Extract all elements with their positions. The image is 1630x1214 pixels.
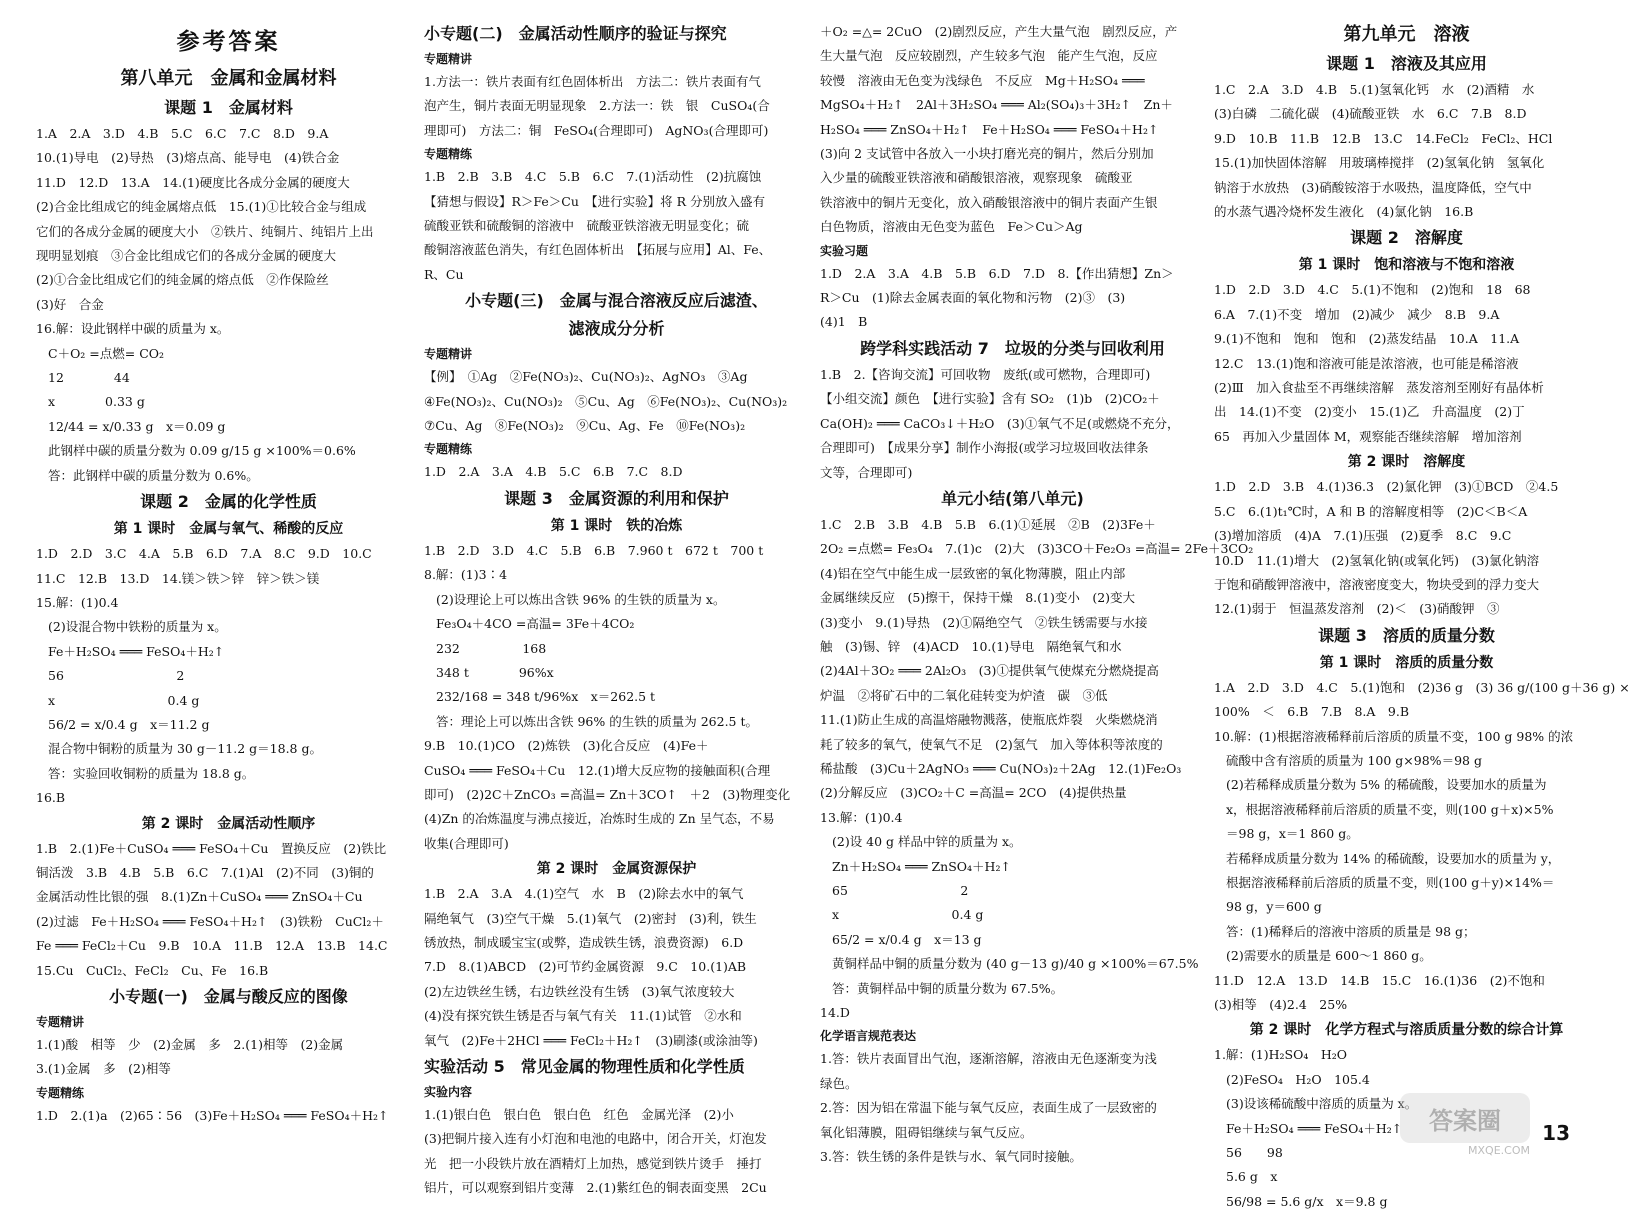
solution-line: (2)设混合物中铁粉的质量为 x。	[48, 619, 227, 635]
answer-line: 【猜想与假设】R＞Fe＞Cu 【进行实验】将 R 分别放入盛有	[424, 193, 766, 209]
answer-line: ④Fe(NO₃)₂、Cu(NO₃)₂ ⑤Cu、Ag ⑥Fe(NO₃)₂、Cu(NO₃)₂	[424, 393, 788, 409]
page-number: 13	[1542, 1121, 1570, 1145]
solution-line: (2)若稀释成质量分数为 5% 的稀硫酸，设要加水的质量为	[1226, 777, 1547, 793]
lesson-heading: 第 2 课时 溶解度	[1347, 454, 1466, 471]
answer-line: 100% ＜ 6.B 7.B 8.A 9.B	[1214, 704, 1410, 720]
solution-line: 答：理论上可以炼出含铁 96% 的生铁的质量为 262.5 t。	[436, 713, 758, 729]
answer-line: 1.D 2.D 3.B 4.(1)36.3 (2)氯化钾 (3)①BCD ②4.5	[1214, 479, 1559, 495]
answer-line: (2)左边铁丝生锈，右边铁丝没有生锈 (3)氧气浓度较大	[424, 983, 735, 999]
answer-line: 9.B 10.(1)CO (2)炼铁 (3)化合反应 (4)Fe＋	[424, 738, 709, 754]
answer-line: 1.B 2.D 3.D 4.C 5.B 6.B 7.960 t 672 t 700 t	[424, 542, 764, 558]
answer-line: 1.解：(1)H₂SO₄ H₂O	[1214, 1047, 1348, 1063]
answer-line: 1.(1)酸 相等 少 (2)金属 多 2.(1)相等 (2)金属	[36, 1037, 344, 1052]
answer-line: 金属继续反应 (5)擦干，保持干燥 8.(1)变小 (2)变大	[820, 590, 1136, 606]
solution-line: 65 2	[832, 883, 969, 898]
answer-line: 10.D 11.(1)增大 (2)氢氧化钠(或氧化钙) (3)氯化钠溶	[1214, 552, 1540, 568]
answer-line: (4)1 B	[820, 314, 868, 330]
answer-line: (3)把铜片接入连有小灯泡和电池的电路中，闭合开关，灯泡发	[424, 1131, 767, 1147]
lesson-heading: 第 2 课时 化学方程式与溶质质量分数的综合计算	[1249, 1022, 1564, 1039]
answer-line: (3)变小 9.(1)导热 (2)①隔绝空气 ②铁生锈需要与水接	[820, 614, 1148, 630]
answer-line: 生大量气泡 反应较剧烈，产生较多气泡 能产生气泡，反应	[820, 48, 1158, 64]
answer-line: ＋O₂ =△= 2CuO (2)剧烈反应，产生大量气泡 剧烈反应，产	[820, 24, 1178, 39]
answer-line: 铝片，可以观察到铝片变薄 2.(1)紫红色的铜表面变黑 2Cu	[424, 1180, 767, 1196]
topic-heading: 小专题(一) 金属与酸反应的图像	[109, 987, 348, 1006]
answer-line: (2)过滤 Fe＋H₂SO₄ ═══ FeSO₄＋H₂↑ (3)铁粉 CuCl₂＋	[36, 913, 384, 929]
answer-line: 触 (3)锡、锌 (4)ACD 10.(1)导电 隔绝氧气和水	[820, 638, 1122, 654]
answer-line: 16.解：设此钢样中碳的质量为 x。	[36, 321, 230, 337]
answer-line: 12.(1)弱于 恒温蒸发溶剂 (2)＜ (3)硝酸钾 ③	[1214, 601, 1500, 617]
solution-line: Fe＋H₂SO₄ ═══ FeSO₄＋H₂↑	[1226, 1120, 1403, 1136]
answer-line: 文等，合理即可)	[820, 464, 913, 480]
subsection-label: 专题精讲	[36, 1015, 85, 1029]
solution-line: 56/98 = 5.6 g/x x＝9.8 g	[1226, 1193, 1388, 1209]
answer-line: (2)分解反应 (3)CO₂＋C =高温= 2CO (4)提供热量	[820, 785, 1127, 801]
answer-line: 耗了较多的氧气，使氧气不足 (2)氢气 加入等体积等浓度的	[820, 736, 1163, 752]
solution-line: (2)FeSO₄ H₂O 105.4	[1226, 1071, 1370, 1087]
answer-line: 9.(1)不饱和 饱和 饱和 (2)蒸发结晶 10.A 11.A	[1214, 331, 1520, 347]
answer-line: 金属活动性比银的强 8.(1)Zn＋CuSO₄ ═══ ZnSO₄＋Cu	[36, 889, 363, 905]
answer-line: 1.D 2.(1)a (2)65∶56 (3)Fe＋H₂SO₄ ═══ FeSO₄＋H₂↑	[36, 1107, 389, 1123]
subsection-label: 化学语言规范表达	[820, 1029, 917, 1044]
answer-line: R、Cu	[424, 266, 464, 282]
answer-line: 它们的各成分金属的硬度大小 ②铁片、纯铜片、纯铝片上出	[36, 223, 374, 239]
solution-line: 12 44	[48, 370, 130, 386]
unit-heading: 第九单元 溶液	[1343, 24, 1470, 45]
solution-line: 56 2	[48, 668, 185, 684]
solution-line: ＝98 g，x＝1 860 g。	[1226, 826, 1359, 842]
solution-line: 此钢样中碳的质量分数为 0.09 g/15 g ×100%＝0.6%	[48, 443, 356, 459]
answer-line: (4)铝在空气中能生成一层致密的氧化物薄膜，阻止内部	[820, 565, 1126, 581]
answer-line: 铜活泼 3.B 4.B 5.B 6.C 7.(1)Al (2)不同 (3)铜的	[36, 864, 374, 880]
answer-line: 较慢 溶液由无色变为浅绿色 不反应 Mg＋H₂SO₄ ═══	[820, 72, 1145, 88]
answer-line: 现明显划痕 ③合金比组成它们的各成分金属的硬度大	[36, 248, 337, 264]
topic-heading: 跨学科实践活动 7 垃圾的分类与回收利用	[860, 338, 1165, 358]
answer-line: 2O₂ =点燃= Fe₃O₄ 7.(1)c (2)大 (3)3CO＋Fe₂O₃ =高温= 2Fe＋3CO₂	[820, 541, 1254, 557]
answer-line: (2)合金比组成它的纯金属熔点低 15.(1)①比较合金与组成	[36, 199, 367, 215]
lesson-heading: 第 1 课时 铁的冶炼	[550, 517, 683, 534]
answer-line: 白色物质，溶液由无色变为蓝色 Fe＞Cu＞Ag	[820, 219, 1083, 235]
solution-line: 答：此钢样中碳的质量分数为 0.6%。	[48, 467, 259, 483]
answer-line: Ca(OH)₂ ═══ CaCO₃↓＋H₂O (3)①氧气不足(或燃烧不充分，	[820, 415, 1180, 431]
answer-line: 1.D 2.D 3.C 4.A 5.B 6.D 7.A 8.C 9.D 10.C	[36, 546, 372, 562]
answer-line: (2)4Al＋3O₂ ═══ 2Al₂O₃ (3)①提供氧气使煤充分燃烧提高	[820, 663, 1159, 679]
solution-line: x 0.4 g	[48, 692, 200, 708]
subsection-label: 专题精讲	[424, 52, 473, 66]
answer-line: 1.D 2.D 3.D 4.C 5.(1)不饱和 (2)饱和 18 68	[1214, 282, 1531, 298]
lesson-heading: 第 2 课时 金属资源保护	[536, 861, 697, 878]
answer-line: 泡产生，铜片表面无明显现象 2.方法一：铁 银 CuSO₄(合	[424, 98, 770, 114]
solution-line: 答：(1)稀释后的溶液中溶质的质量是 98 g；	[1226, 923, 1476, 939]
answer-line: (3)增加溶质 (4)A 7.(1)压强 (2)夏季 8.C 9.C	[1214, 528, 1512, 544]
topic-heading: 课题 2 金属的化学性质	[140, 492, 317, 512]
solution-line: Fe＋H₂SO₄ ═══ FeSO₄＋H₂↑	[48, 643, 225, 659]
answer-line: (2)①合金比组成它们的纯金属的熔点低 ②作保险丝	[36, 272, 329, 288]
column-1	[36, 20, 421, 1150]
answer-line: 于饱和硝酸钾溶液中，溶液密度变大，物块受到的浮力变大	[1214, 576, 1540, 592]
answer-line: 15.(1)加快固体溶解 用玻璃棒搅拌 (2)氢氧化钠 氢氧化	[1214, 155, 1545, 171]
solution-line: 232 168	[436, 640, 547, 656]
answer-line: 1.(1)银白色 银白色 银白色 红色 金属光泽 (2)小	[424, 1107, 734, 1122]
answer-line: H₂SO₄ ═══ ZnSO₄＋H₂↑ Fe＋H₂SO₄ ═══ FeSO₄＋H₂↑	[820, 121, 1159, 137]
answer-line: (3)向 2 支试管中各放入一小块打磨光亮的铜片，然后分别加	[820, 146, 1154, 162]
solution-line: x，根据溶液稀释前后溶质的质量不变，则(100 g＋x)×5%	[1226, 801, 1554, 817]
answer-line: 理即可) 方法二：铜 FeSO₄(合理即可) AgNO₃(合理即可)	[424, 122, 769, 138]
answer-line: 3.(1)金属 多 (2)相等	[36, 1061, 171, 1077]
answer-line: 8.解：(1)3∶4	[424, 567, 508, 583]
answer-line: 【例】 ①Ag ②Fe(NO₃)₂、Cu(NO₃)₂、AgNO₃ ③Ag	[424, 369, 748, 385]
answer-line: 3.答：铁生锈的条件是铁与水、氧气同时接触。	[820, 1149, 1082, 1165]
answer-line: 绿色。	[820, 1075, 858, 1091]
answer-line: 1.D 2.A 3.A 4.B 5.B 6.D 7.D 8.【作出猜想】Zn＞	[820, 265, 1174, 281]
answer-line: 65 再加入少量固体 M，观察能否继续溶解 增加溶剂	[1214, 428, 1522, 444]
lesson-heading: 第 2 课时 金属活动性顺序	[141, 815, 316, 832]
subsection-label: 专题精讲	[424, 347, 473, 362]
answer-line: 1.B 2.A 3.A 4.(1)空气 水 B (2)除去水中的氧气	[424, 886, 744, 902]
answer-line: 光 把一小段铁片放在酒精灯上加热，感觉到铁片烫手 捶打	[424, 1155, 762, 1171]
answer-line: 氧化铝薄膜，阻碍铝继续与氧气反应。	[820, 1124, 1033, 1140]
answer-line: 2.答：因为铝在常温下能与氧气反应，表面生成了一层致密的	[820, 1100, 1157, 1116]
column-2	[424, 20, 809, 1196]
answer-line: 16.B	[36, 790, 66, 806]
topic-heading: 小专题(三) 金属与混合溶液反应后滤渣、	[465, 291, 768, 311]
solution-line: 12/44 = x/0.33 g x＝0.09 g	[48, 418, 226, 434]
topic-heading: 滤液成分分析	[568, 319, 665, 339]
topic-heading: 课题 3 溶质的质量分数	[1318, 625, 1495, 645]
solution-line: x 0.33 g	[48, 394, 145, 410]
answer-line: 15.解：(1)0.4	[36, 594, 119, 610]
solution-line: Zn＋H₂SO₄ ═══ ZnSO₄＋H₂↑	[832, 858, 1011, 874]
topic-heading: 课题 1 金属材料	[164, 98, 293, 117]
lesson-heading: 第 1 课时 溶质的质量分数	[1319, 654, 1494, 671]
lesson-heading: 第 1 课时 饱和溶液与不饱和溶液	[1298, 257, 1515, 274]
answer-line: (3)相等 (4)2.4 25%	[1214, 997, 1348, 1012]
answer-line: 14.D	[820, 1005, 850, 1021]
answer-line: 10.解：(1)根据溶液稀释前后溶质的质量不变，100 g 98% 的浓	[1214, 728, 1574, 744]
watermark-logo: 答案圈	[1400, 1093, 1530, 1143]
solution-line: Fe₃O₄＋4CO =高温= 3Fe＋4CO₂	[436, 616, 635, 632]
solution-line: 348 t 96%x	[436, 664, 554, 680]
answer-line: 11.D 12.A 13.D 14.B 15.C 16.(1)36 (2)不饱和	[1214, 972, 1545, 988]
section-heading: 实验活动 5 常见金属的物理性质和化学性质	[424, 1057, 745, 1076]
answer-line: 氧气 (2)Fe＋2HCl ═══ FeCl₂＋H₂↑ (3)刷漆(或涂油等)	[424, 1032, 758, 1048]
answer-line: (2)Ⅲ 加入食盐至不再继续溶解 蒸发溶剂至刚好有晶体析	[1214, 380, 1544, 396]
solution-line: C＋O₂ =点燃= CO₂	[48, 345, 165, 361]
solution-line: (3)设该稀硫酸中溶质的质量为 x。	[1226, 1096, 1418, 1112]
subsection-label: 实验内容	[424, 1085, 473, 1099]
answer-line: 13.解：(1)0.4	[820, 809, 903, 825]
solution-line: 答：黄铜样品中铜的质量分数为 67.5%。	[832, 980, 1064, 996]
solution-line: 硫酸中含有溶质的质量为 100 g×98%＝98 g	[1226, 752, 1482, 768]
page-title: 参考答案	[176, 29, 281, 55]
solution-line: 56 98	[1226, 1145, 1283, 1161]
solution-line: (2)设 40 g 样品中锌的质量为 x。	[832, 834, 1022, 850]
answer-line: 1.答：铁片表面冒出气泡，逐渐溶解，溶液由无色逐渐变为浅	[820, 1051, 1157, 1067]
answer-line: Fe ═══ FeCl₂＋Cu 9.B 10.A 11.B 12.A 13.B 14.C	[36, 938, 388, 954]
answer-line: 15.Cu CuCl₂、FeCl₂ Cu、Fe 16.B	[36, 962, 269, 978]
answer-line: ⑦Cu、Ag ⑧Fe(NO₃)₂ ⑨Cu、Ag、Fe ⑩Fe(NO₃)₂	[424, 418, 746, 434]
answer-line: 11.D 12.D 13.A 14.(1)硬度比各成分金属的硬度大	[36, 174, 350, 190]
answer-line: 9.D 10.B 11.B 12.B 13.C 14.FeCl₂ FeCl₂、HCl	[1214, 130, 1553, 146]
answer-line: R＞Cu (1)除去金属表面的氧化物和污物 (2)③ (3)	[820, 290, 1126, 306]
answer-line: 6.A 7.(1)不变 增加 (2)减少 减少 8.B 9.A	[1214, 306, 1500, 322]
topic-heading: 课题 3 金属资源的利用和保护	[504, 488, 729, 508]
answer-line: CuSO₄ ═══ FeSO₄＋Cu 12.(1)增大反应物的接触面积(合理	[424, 762, 771, 778]
answer-line: 即可) (2)2C＋ZnCO₃ =高温= Zn＋3CO↑ ＋2 (3)物理变化	[424, 786, 791, 802]
answer-line: 硫酸亚铁和硫酸铜的溶液中 硫酸亚铁溶液无明显变化；硫	[424, 218, 750, 234]
answer-line: (4)Zn 的冶炼温度与沸点接近，冶炼时生成的 Zn 呈气态，不易	[424, 811, 775, 827]
answer-line: 收集(合理即可)	[424, 835, 509, 851]
answer-line: 酸铜溶液蓝色消失，有红色固体析出 【拓展与应用】Al、Fe、	[424, 242, 772, 258]
watermark-url: MXQE.COM	[1468, 1144, 1530, 1157]
topic-heading: 课题 2 溶解度	[1350, 228, 1463, 248]
answer-line: 1.D 2.A 3.A 4.B 5.C 6.B 7.C 8.D	[424, 464, 683, 480]
solution-line: 65/2 = x/0.4 g x＝13 g	[832, 931, 982, 947]
solution-line: 232/168 = 348 t/96%x x＝262.5 t	[436, 689, 656, 705]
answer-line: 隔绝氧气 (3)空气干燥 5.(1)氧气 (2)密封 (3)利，铁生	[424, 910, 757, 926]
answer-line: (4)没有探究铁生锈是否与氧气有关 11.(1)试管 ②水和	[424, 1008, 742, 1024]
answer-line: 1.A 2.A 3.D 4.B 5.C 6.C 7.C 8.D 9.A	[36, 126, 329, 141]
solution-line: 若稀释成质量分数为 14% 的稀硫酸，设要加水的质量为 y，	[1226, 850, 1561, 866]
solution-line: (2)设理论上可以炼出含铁 96% 的生铁的质量为 x。	[436, 591, 726, 607]
answer-line: 锈放热，制成暖宝宝(或弊，造成铁生锈，浪费资源) 6.D	[424, 934, 744, 950]
answer-line: 合理即可) 【成果分享】制作小海报(或学习垃圾回收法律条	[820, 440, 1149, 456]
answer-line: 1.B 2.(1)Fe＋CuSO₄ ═══ FeSO₄＋Cu 置换反应 (2)铁比	[36, 840, 387, 856]
lesson-heading: 第 1 课时 金属与氧气、稀酸的反应	[113, 521, 344, 538]
unit-heading: 第八单元 金属和金属材料	[120, 68, 337, 89]
answer-line: 5.C 6.(1)t₁℃时，A 和 B 的溶解度相等 (2)C＜B＜A	[1214, 503, 1528, 519]
answer-line: 1.方法一：铁片表面有红色固体析出 方法二：铁片表面有气	[424, 74, 761, 89]
answer-line: 1.B 2.B 3.B 4.C 5.B 6.C 7.(1)活动性 (2)抗腐蚀	[424, 169, 762, 185]
answer-line: 的水蒸气遇冷烧杯发生液化 (4)氯化钠 16.B	[1214, 204, 1474, 220]
answer-line: (3)白磷 二硫化碳 (4)硫酸亚铁 水 6.C 7.B 8.D	[1214, 106, 1527, 122]
subsection-label: 专题精练	[424, 442, 473, 457]
answer-line: 炉温 ②将矿石中的二氧化硅转变为炉渣 碳 ③低	[820, 687, 1108, 703]
subsection-label: 专题精练	[424, 147, 473, 162]
answer-line: 出 14.(1)不变 (2)变小 15.(1)乙 升高温度 (2)丁	[1214, 404, 1525, 420]
answer-line: 1.B 2.【咨询交流】可回收物 废纸(或可燃物，合理即可)	[820, 366, 1151, 382]
answer-line: 1.C 2.A 3.D 4.B 5.(1)氢氧化钙 水 (2)酒精 水	[1214, 82, 1535, 97]
answer-line: 稀盐酸 (3)Cu＋2AgNO₃ ═══ Cu(NO₃)₂＋2Ag 12.(1)Fe₂O₃	[820, 760, 1182, 776]
solution-line: 98 g，y＝600 g	[1226, 899, 1322, 915]
solution-line: 答：实验回收铜粉的质量为 18.8 g。	[48, 765, 255, 781]
answer-line: 11.(1)防止生成的高温熔融物溅落，使瓶底炸裂 火柴燃烧消	[820, 712, 1158, 728]
topic-heading: 课题 1 溶液及其应用	[1326, 54, 1487, 73]
solution-line: 56/2 = x/0.4 g x＝11.2 g	[48, 716, 210, 732]
answer-line: 1.A 2.D 3.D 4.C 5.(1)饱和 (2)36 g (3) 36 g/(100 g＋36 g) ×	[1214, 679, 1630, 695]
answer-line: 11.C 12.B 13.D 14.镁＞铁＞锌 锌＞铁＞镁	[36, 570, 320, 586]
topic-heading: 单元小结(第八单元)	[941, 488, 1084, 508]
answer-line: 7.D 8.(1)ABCD (2)可节约金属资源 9.C 10.(1)AB	[424, 959, 747, 975]
solution-line: 黄铜样品中铜的质量分数为 (40 g－13 g)/40 g ×100%＝67.5%	[832, 956, 1199, 972]
answer-line: 钠溶于水放热 (3)硝酸铵溶于水吸热，温度降低，空气中	[1214, 179, 1532, 195]
answer-line: 10.(1)导电 (2)导热 (3)熔点高、能导电 (4)铁合金	[36, 150, 340, 166]
answer-line: 入少量的硫酸亚铁溶液和硝酸银溶液，观察现象 硫酸亚	[820, 170, 1133, 186]
section-heading: 小专题(二) 金属活动性顺序的验证与探究	[424, 24, 727, 43]
answer-line: 【小组交流】颜色 【进行实验】含有 SO₂ (1)b (2)CO₂＋	[820, 391, 1160, 407]
solution-line: x 0.4 g	[832, 907, 984, 923]
answer-line: 铁溶液中的铜片无变化，放入硝酸银溶液中的铜片表面产生银	[820, 194, 1158, 210]
answer-line: 12.C 13.(1)饱和溶液可能是浓溶液，也可能是稀溶液	[1214, 355, 1519, 371]
subsection-label: 专题精练	[36, 1085, 85, 1100]
solution-line: 根据溶液稀释前后溶质的质量不变，则(100 g＋y)×14%＝	[1226, 874, 1555, 890]
answer-line: MgSO₄＋H₂↑ 2Al＋3H₂SO₄ ═══ Al₂(SO₄)₃＋3H₂↑ Zn＋	[820, 97, 1173, 113]
answer-line: 1.C 2.B 3.B 4.B 5.B 6.(1)①延展 ②B (2)3Fe＋	[820, 516, 1156, 532]
column-3	[820, 20, 1254, 1165]
solution-line: (2)需要水的质量是 600～1 860 g。	[1226, 948, 1432, 964]
subsection-label: 实验习题	[820, 243, 869, 258]
answer-line: (3)好 合金	[36, 296, 104, 312]
solution-line: 混合物中铜粉的质量为 30 g－11.2 g＝18.8 g。	[48, 741, 322, 757]
solution-line: 5.6 g x	[1226, 1169, 1278, 1185]
